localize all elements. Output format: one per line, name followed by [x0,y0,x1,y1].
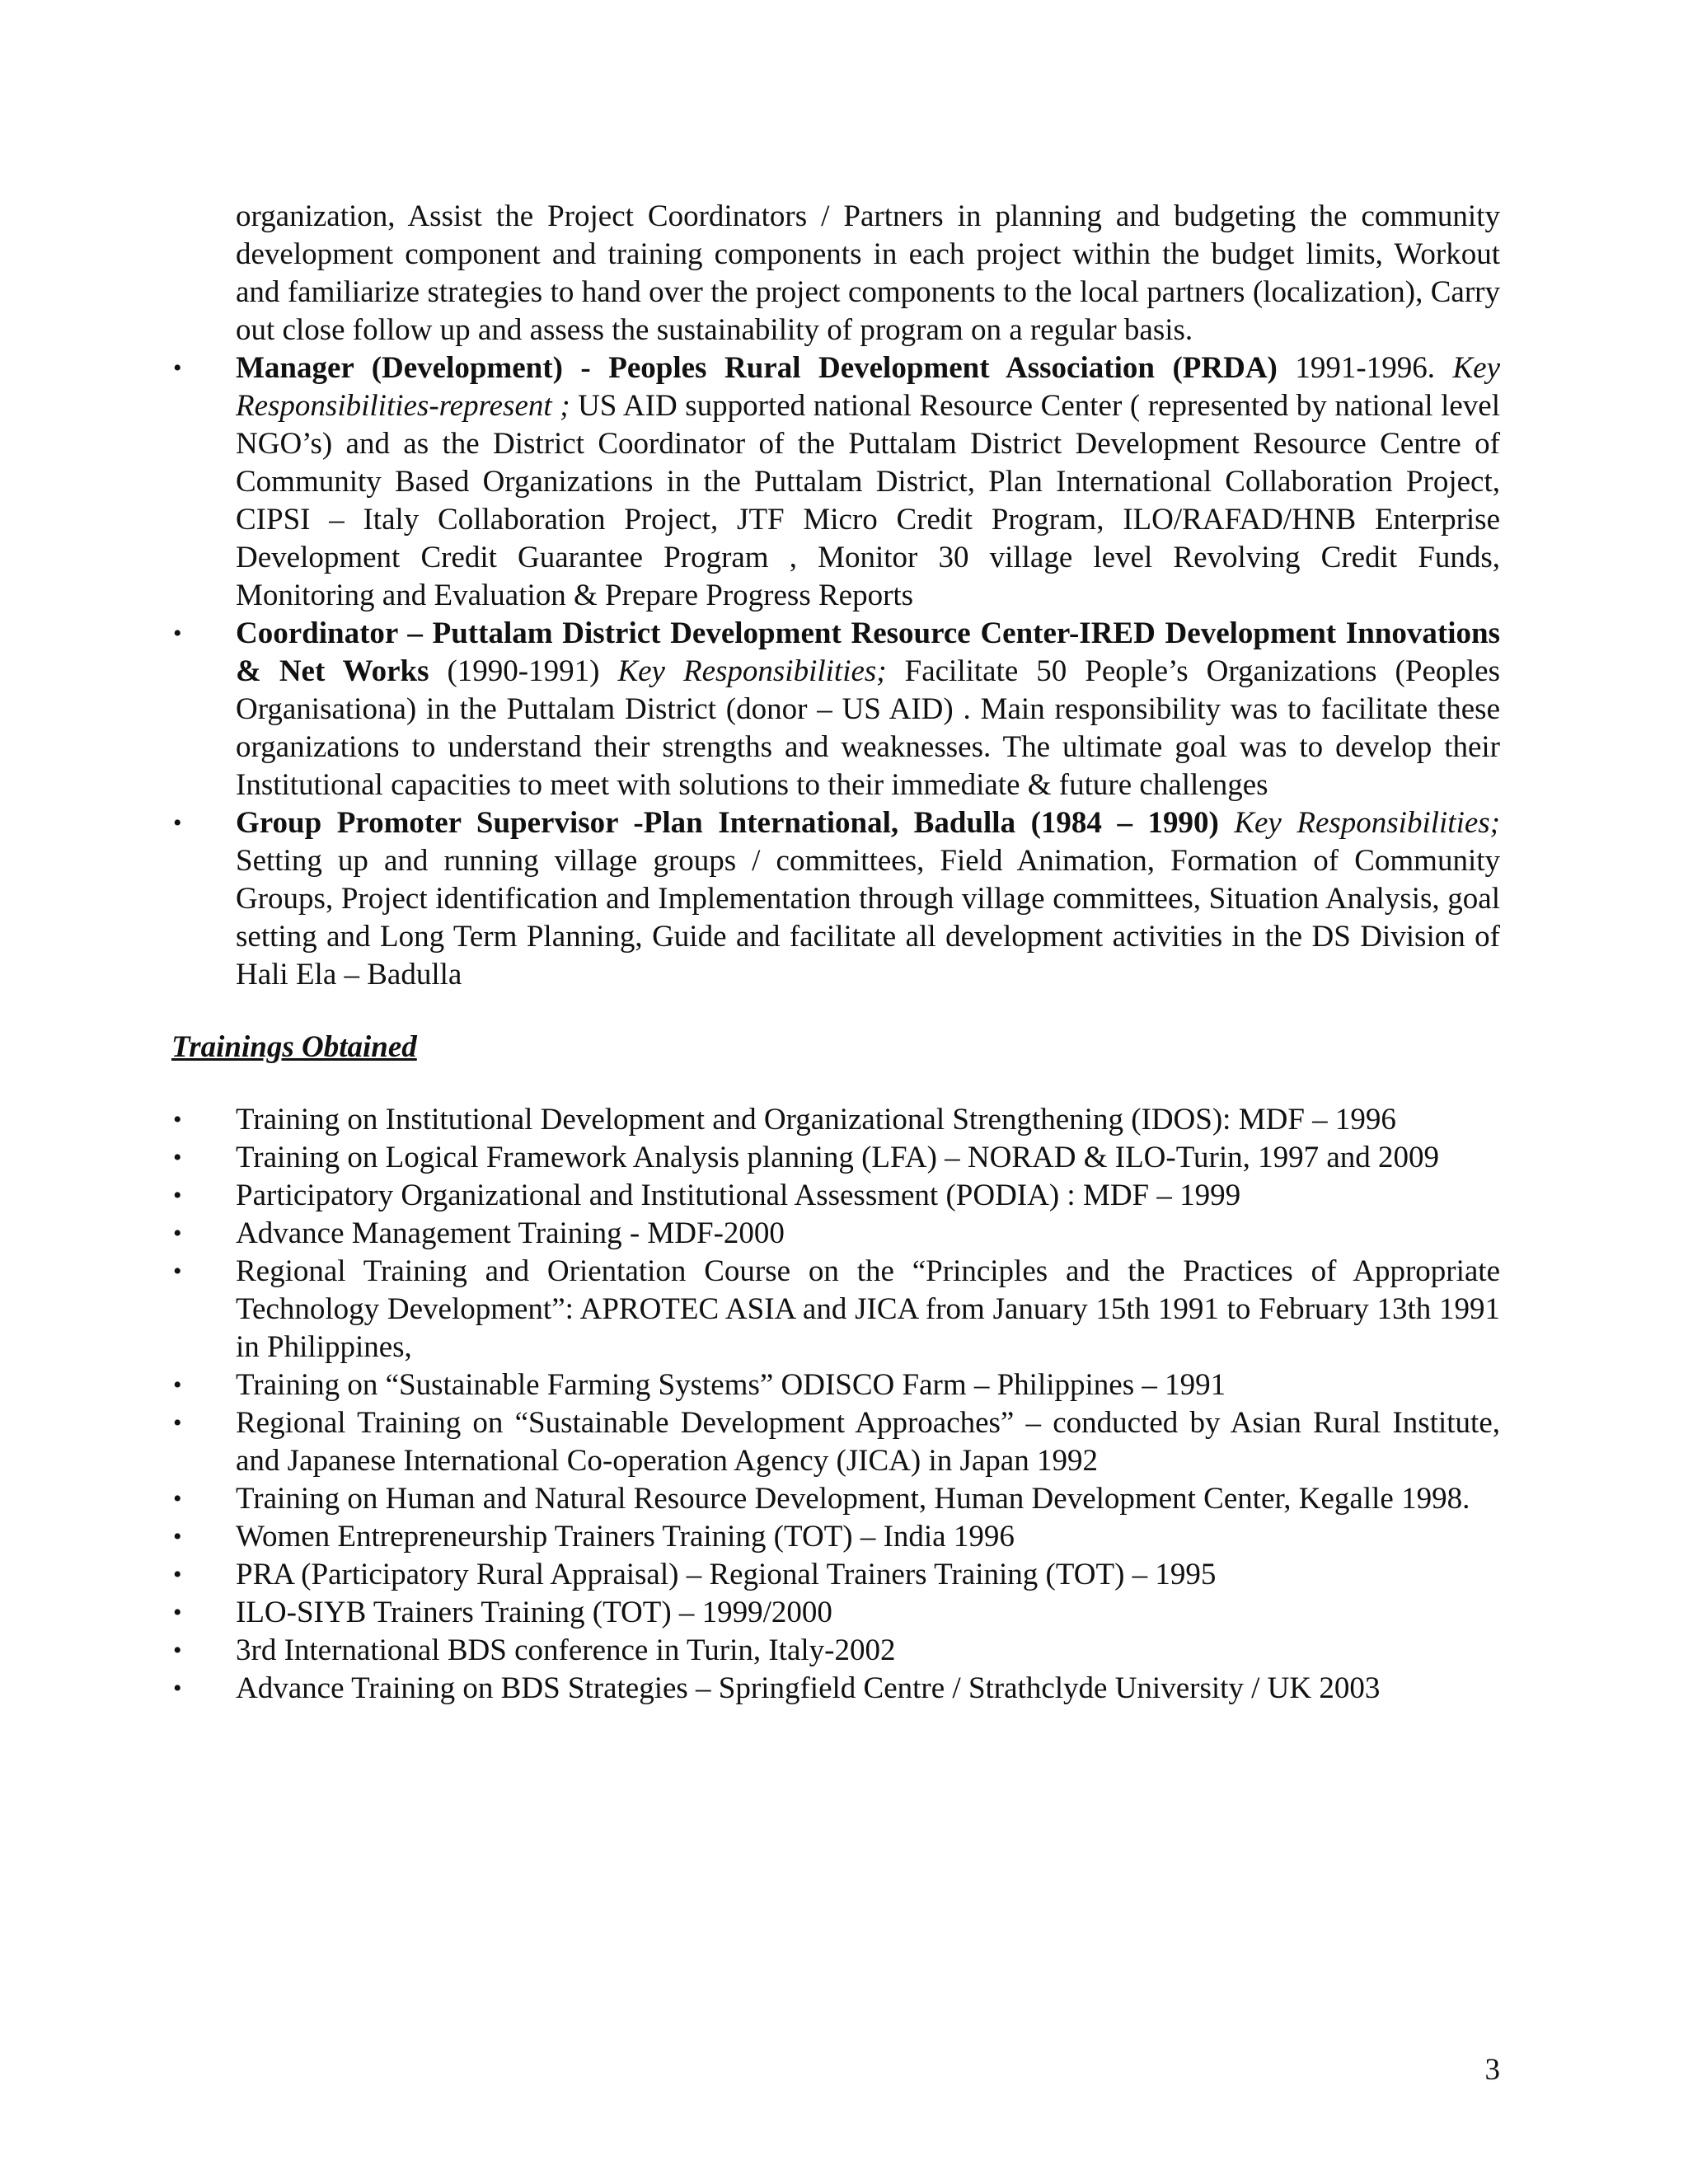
experience-item-coordinator [171,615,1500,804]
bullet-icon: • [173,1106,182,1133]
job-title: Manager (Development) - Peoples Rural Development Association (PRDA) [236,351,1278,385]
job-period [1219,806,1235,840]
bullet-icon: • [173,1220,182,1247]
training-item [171,1594,1500,1632]
page-number: 3 [1484,2053,1500,2087]
training-item [171,1632,1500,1670]
training-text: Training on Human and Natural Resource Development, Human Development Center, Kegalle 1998. [236,1482,1470,1516]
bullet-icon: • [173,1599,182,1626]
bullet-icon: • [173,809,182,837]
training-item [171,1480,1500,1518]
bullet-icon: • [173,1675,182,1702]
job-description: US AID supported national Resource Center ( represented by national level NGO’s) and as the District Coordinator of the Puttalam District Development Resource Centre of Community Based Organizations in the Puttalam District, Plan International Collaboration Project, CIPSI – Italy Collaboration Project, JTF Micro Credit Program, ILO/RAFAD/HNB Enterprise Development Credit Guarantee Program , Monitor 30 village level Revolving Credit Funds, Monitoring and Evaluation & Prepare Progress Reports [236,389,1500,612]
training-item [171,1139,1500,1177]
job-title: Group Promoter Supervisor -Plan International, Badulla (1984 – 1990) [236,806,1219,840]
training-item [171,1253,1500,1366]
job-period: 1991-1996. [1277,351,1453,385]
bullet-icon: • [173,1523,182,1550]
bullet-icon: • [173,354,182,382]
responsibilities-label: Key Responsibilities; [617,654,887,688]
training-text: Regional Training on “Sustainable Development Approaches” – conducted by Asian Rural Institute, and Japanese International Co-operation Agency (JICA) in Japan 1992 [236,1406,1500,1478]
training-text: Training on “Sustainable Farming Systems” ODISCO Farm – Philippines – 1991 [236,1368,1226,1402]
trainings-list [171,1101,1500,1708]
job-description: Setting up and running village groups / committees, Field Animation, Formation of Community Groups, Project identification and Implementation through village committees, Situation Analysis, goal setting and Long Term Planning, Guide and facilitate all development activities in the DS Division of Hali Ela – Badulla [236,844,1500,991]
experience-item-manager [171,349,1500,615]
training-item [171,1177,1500,1215]
continuation-paragraph: organization, Assist the Project Coordinators / Partners in planning and budgeting the community development component and training components in each project within the budget limits, Workout and familiarize strategies to hand over the project components to the local partners (localization), Carry out close follow up and assess the sustainability of program on a regular basis. [236,199,1500,347]
training-text: Regional Training and Orientation Course on the “Principles and the Practices of Appropriate Technology Development”: APROTEC ASIA and JICA from January 15th 1991 to February 13th 1991 in Philippines, [236,1254,1500,1364]
training-text: 3rd International BDS conference in Turin, Italy-2002 [236,1633,896,1667]
training-text: Training on Logical Framework Analysis planning (LFA) – NORAD & ILO-Turin, 1997 and 2009 [236,1141,1440,1174]
training-item [171,1556,1500,1594]
job-period: (1990-1991) [429,654,618,688]
experience-list [171,349,1500,994]
page-content [171,198,1500,1708]
training-text: Women Entrepreneurship Trainers Training (TOT) – India 1996 [236,1520,1015,1554]
training-item [171,1518,1500,1556]
job-title: Coordinator – Puttalam District Development Resource Center-IRED Development Innovations & Net Works [236,616,1500,688]
training-item [171,1366,1500,1404]
bullet-icon: • [173,620,182,647]
training-item [171,1404,1500,1480]
responsibilities-label: Key Responsibilities; [1234,806,1500,840]
trainings-heading: Trainings Obtained [171,1030,417,1064]
training-item [171,1670,1500,1708]
training-text: PRA (Participatory Rural Appraisal) – Regional Trainers Training (TOT) – 1995 [236,1558,1217,1591]
training-item [171,1101,1500,1139]
bullet-icon: • [173,1561,182,1588]
bullet-icon: • [173,1409,182,1436]
training-text: Participatory Organizational and Institutional Assessment (PODIA) : MDF – 1999 [236,1179,1241,1212]
bullet-icon: • [173,1485,182,1512]
bullet-icon: • [173,1144,182,1171]
training-item [171,1215,1500,1253]
training-text: ILO-SIYB Trainers Training (TOT) – 1999/2000 [236,1596,832,1629]
bullet-icon: • [173,1182,182,1209]
training-text: Training on Institutional Development and Organizational Strengthening (IDOS): MDF – 1996 [236,1103,1396,1137]
responsibilities-label: Key Responsibilities-represent ; [236,351,1500,423]
training-text: Advance Training on BDS Strategies – Springfield Centre / Strathclyde University / UK 2003 [236,1671,1381,1705]
bullet-icon: • [173,1258,182,1285]
bullet-icon: • [173,1371,182,1399]
job-description: Facilitate 50 People’s Organizations (Peoples Organisationa) in the Puttalam District (donor – US AID) . Main responsibility was to facilitate these organizations to understand their strengths and weaknesses. The ultimate goal was to develop their Institutional capacities to meet with solutions to their immediate & future challenges [236,654,1500,802]
bullet-icon: • [173,1637,182,1664]
training-text: Advance Management Training - MDF-2000 [236,1216,785,1250]
experience-item-group-promoter [171,804,1500,994]
